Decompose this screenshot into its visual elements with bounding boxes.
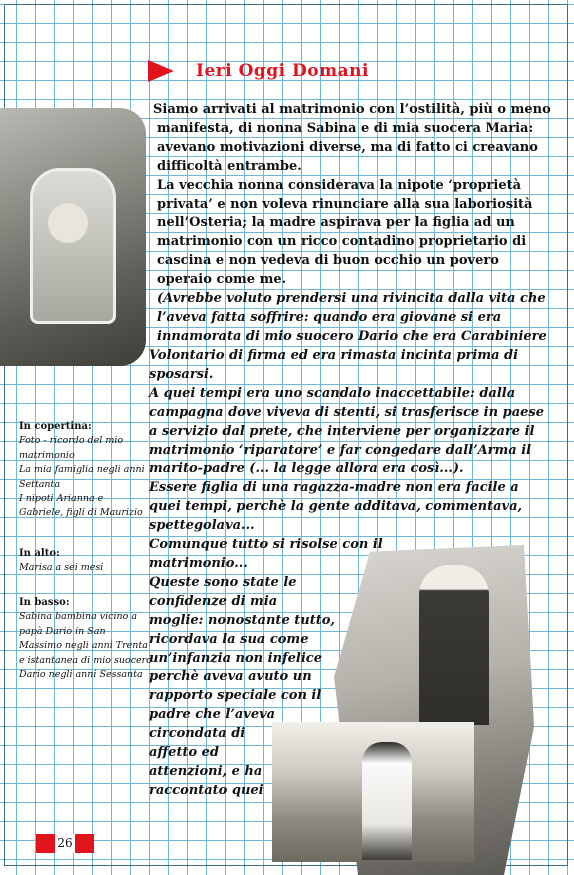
body-text-italic — [149, 347, 544, 801]
caption-heading: In alto: — [19, 548, 60, 559]
text-line: raccontato quei — [149, 782, 264, 798]
text-line: innamorata di mio suocero Dario che era Carabiniere — [157, 328, 547, 344]
text-line: quei tempi, perchè la gente additava, commentava, — [149, 499, 523, 515]
caption-cover — [19, 420, 145, 521]
caption-heading: In copertina: — [19, 421, 92, 432]
text-line: sposarsi. — [149, 366, 214, 382]
title-row — [148, 60, 369, 82]
text-line: cascina e non vedeva di buon occhio un povero — [157, 253, 499, 269]
text-line: a servizio dal prete, che interviene per organizzare il — [149, 423, 535, 439]
text-line: matrimonio... — [149, 555, 248, 571]
text-line: marito-padre (... la legge allora era così...). — [149, 461, 464, 477]
caption-line: papà Dario in San — [19, 625, 106, 637]
text-line: (Avrebbe voluto prendersi una rivincita dalla vita che — [157, 291, 546, 307]
stroller-shape — [30, 168, 116, 324]
body-text-regular — [153, 101, 551, 347]
text-line: circondata di — [149, 726, 246, 742]
text-line: privata’ e non voleva rinunciare alla sua laboriosità — [157, 196, 533, 212]
text-line: manifesta, di nonna Sabina e di mia suocera Maria: — [157, 120, 534, 136]
caption-bottom — [19, 596, 152, 682]
caption-line: I nipoti Arianna e — [19, 493, 104, 505]
text-line: nell’Osteria; la madre aspirava per la figlia ad un — [157, 215, 515, 231]
text-line: campagna dove viveva di stenti, si trasferisce in paese — [149, 404, 544, 420]
caption-line: Foto - ricordo del mio — [19, 435, 124, 447]
caption-line: Gabriele, figli di Maurizio — [19, 507, 143, 519]
red-square-icon — [75, 834, 94, 853]
text-line: spettegolava... — [149, 518, 255, 534]
text-line: matrimonio con un ricco contadino proprietario di — [157, 234, 527, 250]
text-line: Volontario di firma ed era rimasta incinta prima di — [149, 348, 519, 363]
text-line: Siamo arrivati al matrimonio con l’ostilità, più o meno — [153, 102, 551, 117]
text-line: Comunque tutto si risolse con il — [149, 537, 383, 553]
text-line: padre che l’aveva — [149, 707, 276, 723]
caption-heading: In basso: — [19, 597, 70, 608]
text-line: moglie: nonostante tutto, — [149, 612, 335, 628]
red-arrow-icon — [148, 60, 174, 82]
caption-line: Marisa a sei mesi — [19, 562, 104, 574]
text-line: affetto ed — [149, 745, 220, 761]
caption-line: Sabina bambina vicino a — [19, 611, 138, 623]
caption-line: La mia famiglia negli anni — [19, 464, 145, 476]
text-line: perchè aveva avuto un — [149, 669, 312, 685]
caption-line: Settanta — [19, 478, 61, 490]
text-line: l’aveva fatta soffrire: quando era giovane si era — [157, 309, 502, 325]
text-line: rapporto speciale con il — [149, 688, 322, 704]
caption-line: Massimo negli anni Trenta — [19, 640, 148, 652]
caption-top — [19, 547, 103, 576]
text-line: Queste sono state le — [149, 574, 297, 590]
text-line: un’infanzia non infelice — [149, 650, 322, 666]
text-line: attenzioni, e ha — [149, 763, 263, 779]
text-line: La vecchia nonna considerava la nipote ‘proprietà — [157, 177, 522, 193]
page-number: 26 — [55, 834, 75, 853]
text-line: ricordava la sua come — [149, 631, 309, 647]
text-line: operaio come me. — [157, 272, 287, 288]
caption-line: e istantanea di mio suocero — [19, 654, 152, 666]
text-line: matrimonio ‘riparatore’ e far congedare dall’Arma il — [149, 442, 532, 458]
photo-baby-in-stroller — [0, 108, 146, 366]
page-number-box — [36, 834, 94, 853]
baby-shape — [48, 203, 88, 243]
text-line: A quei tempi era uno scandalo inaccettabile: dalla — [149, 385, 516, 401]
text-line: avevano motivazioni diverse, ma di fatto ci creavano — [157, 139, 538, 155]
red-square-icon — [36, 834, 55, 853]
text-line: difficoltà entrambe. — [157, 158, 302, 174]
caption-line: matrimonio — [19, 449, 75, 461]
page-title: Ieri Oggi Domani — [196, 61, 369, 81]
text-line: confidenze di mia — [149, 593, 278, 609]
caption-line: Dario negli anni Sessanta — [19, 669, 143, 681]
text-line: Essere figlia di una ragazza-madre non era facile a — [149, 480, 519, 496]
